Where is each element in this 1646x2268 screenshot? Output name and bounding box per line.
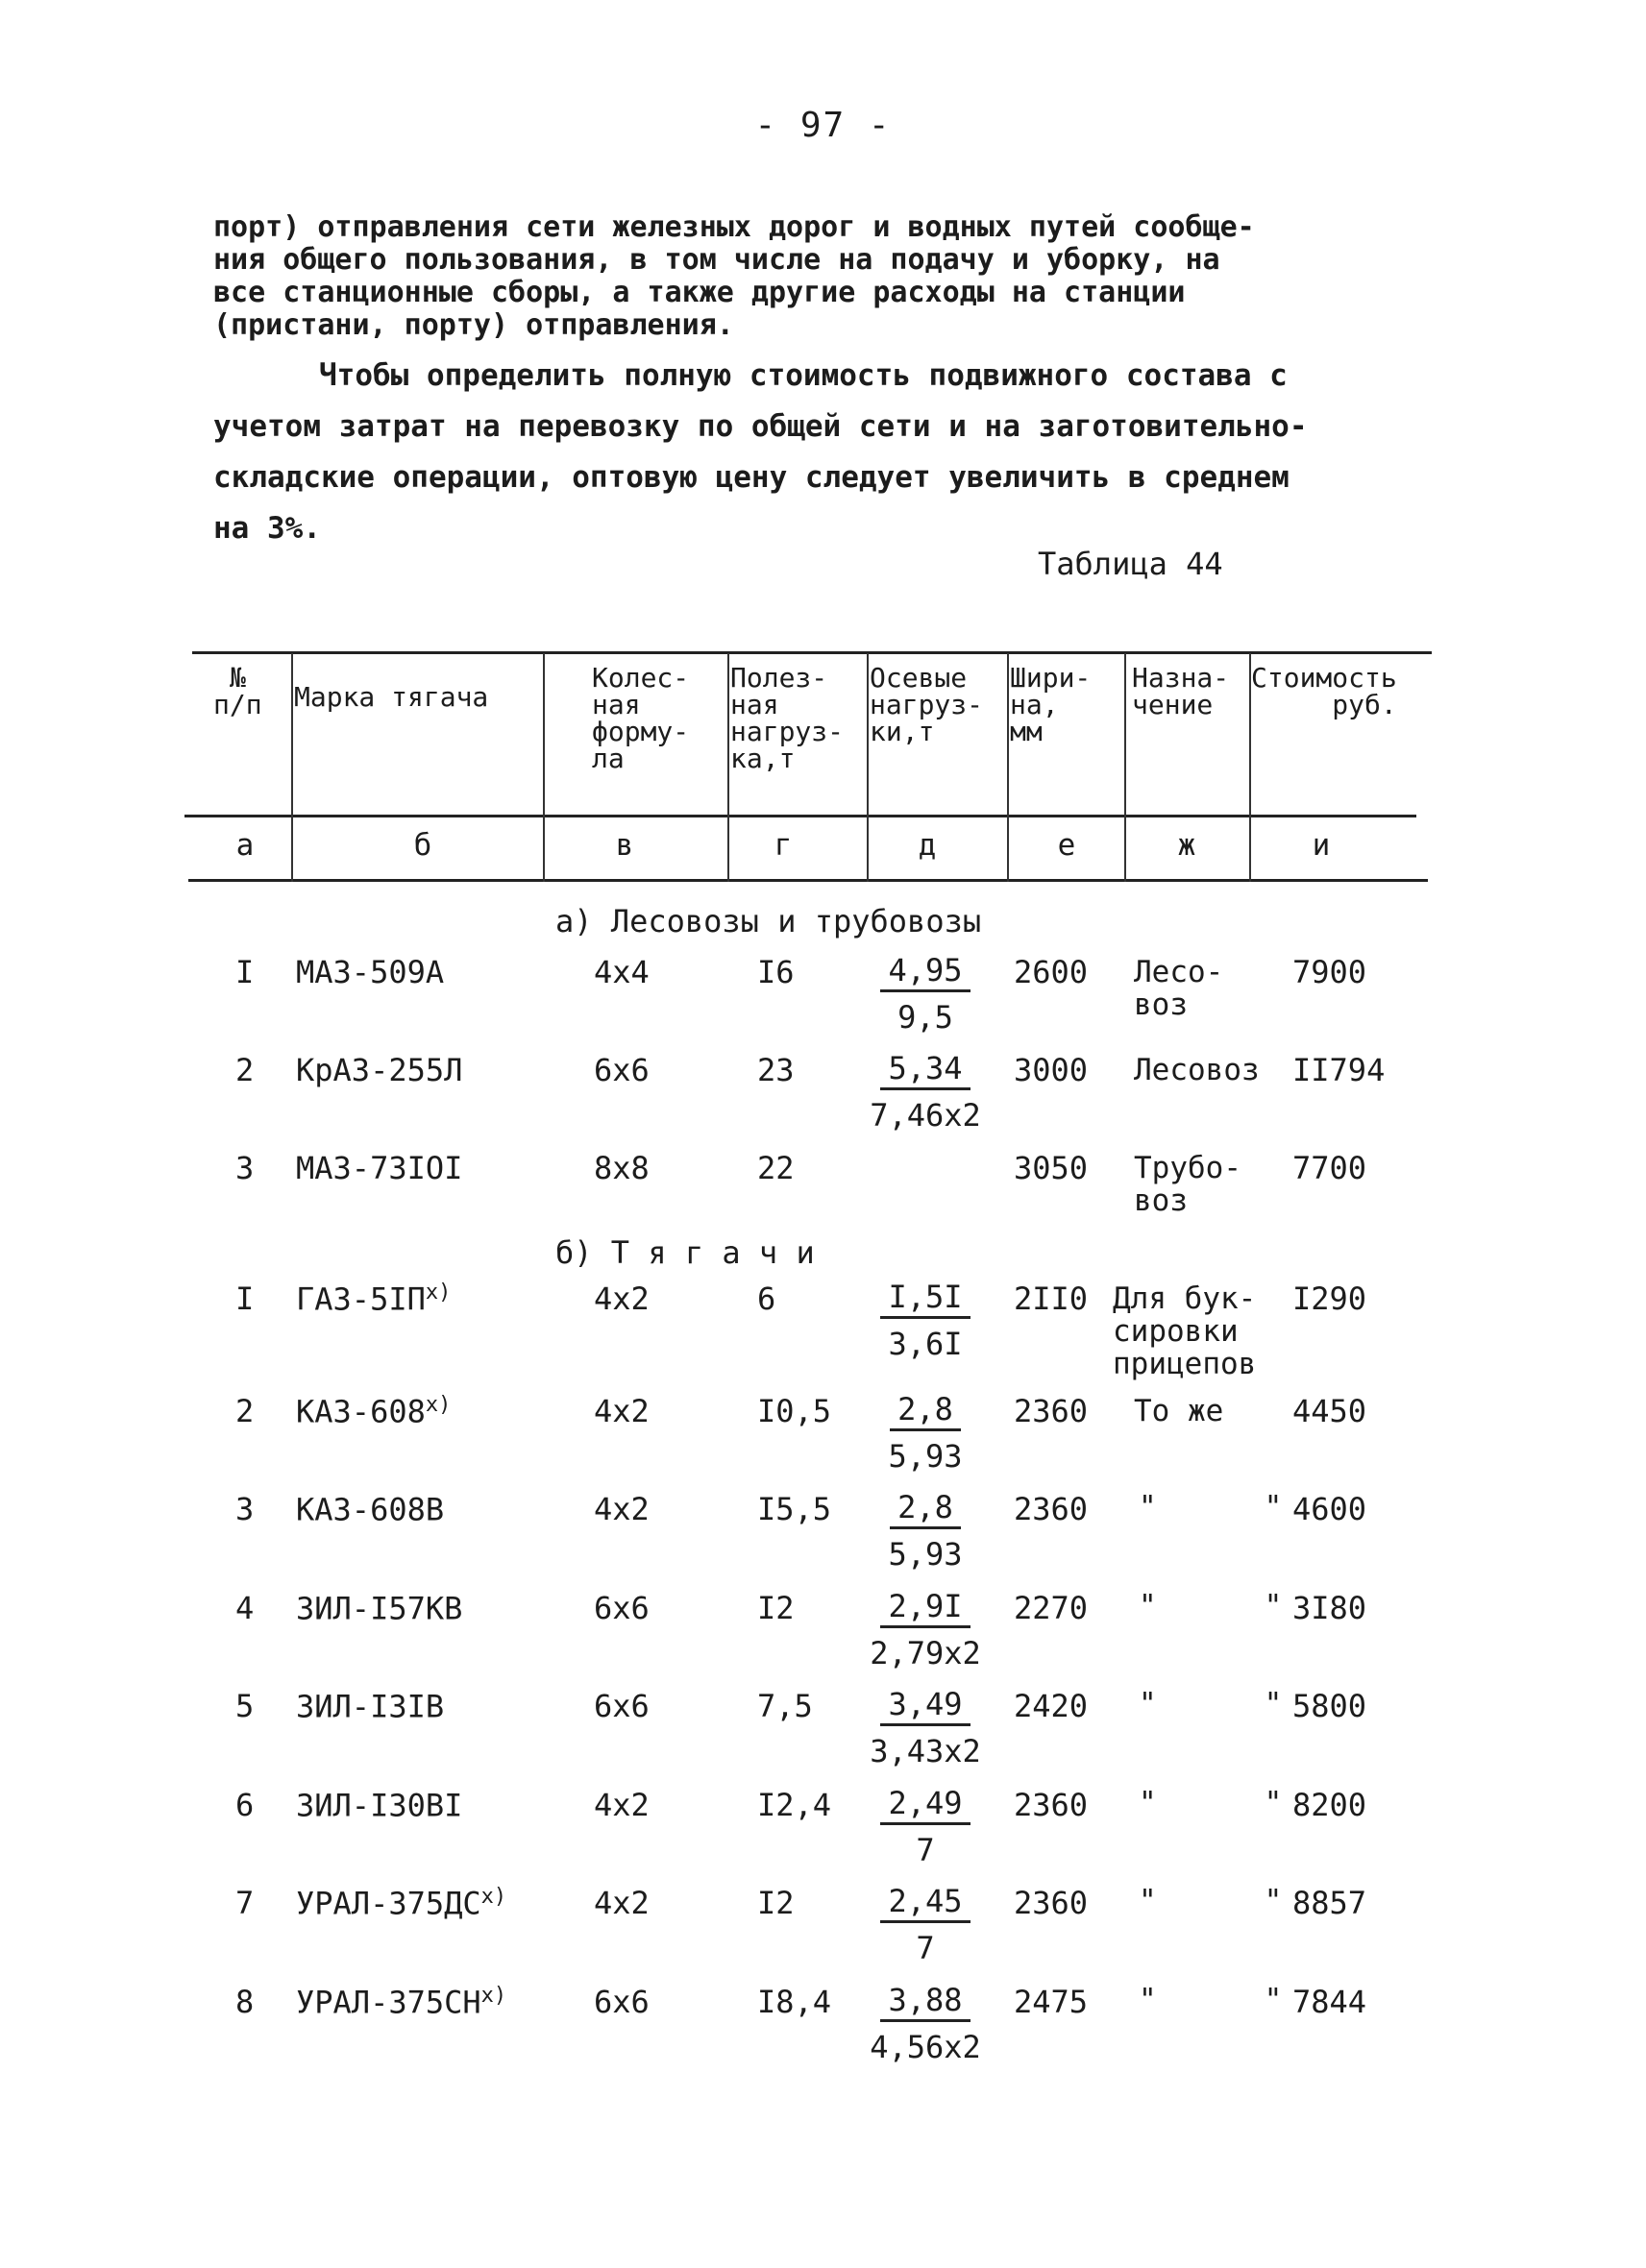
axle-load-rear: 3,6I: [888, 1326, 963, 1362]
row-payload: I5,5: [757, 1491, 832, 1527]
row-purpose: Лесовоз: [1134, 1053, 1260, 1087]
row-number: 3: [235, 1491, 255, 1527]
axle-load-rear: 7,46x2: [870, 1097, 981, 1134]
paragraph-line: порт) отправления сети железных дорог и водных путей сообще-: [213, 210, 1255, 244]
row-cost: 3I80: [1292, 1590, 1367, 1626]
row-purpose: " ": [1139, 1983, 1283, 2017]
column-divider: [1007, 653, 1009, 882]
row-number: 3: [235, 1150, 255, 1186]
paragraph-line: учетом затрат на перевозку по общей сети и на заготовительно-: [213, 409, 1308, 444]
row-number: 7: [235, 1885, 255, 1921]
row-purpose: Для бук- сировки прицепов: [1113, 1281, 1257, 1381]
row-wheel-formula: 6x6: [594, 1984, 650, 2020]
row-number: 4: [235, 1590, 255, 1626]
row-axle-load: [853, 1981, 997, 2066]
column-letter: ж: [1177, 828, 1196, 863]
row-axle-load: [853, 1685, 997, 1770]
row-cost: 4450: [1292, 1393, 1367, 1429]
row-purpose: " ": [1139, 1884, 1283, 1918]
row-axle-load: [853, 951, 997, 1036]
axle-load-front: 2,45: [880, 1882, 970, 1923]
page-number: - 97 -: [754, 106, 892, 145]
column-letter: и: [1312, 828, 1331, 863]
column-letter: д: [918, 828, 937, 863]
axle-load-rear: 5,93: [888, 1438, 963, 1475]
row-cost: 8200: [1292, 1787, 1367, 1823]
row-number: 2: [235, 1393, 255, 1429]
row-wheel-formula: 4x2: [594, 1885, 650, 1921]
row-cost: I290: [1292, 1280, 1367, 1317]
row-payload: 22: [757, 1150, 795, 1186]
row-width: 2270: [1014, 1590, 1089, 1626]
header-number: № п/п: [213, 662, 262, 720]
paragraph-line: все станционные сборы, а также другие расходы на станции: [213, 276, 1186, 309]
axle-load-rear: 5,93: [888, 1536, 963, 1573]
row-wheel-formula: 4x2: [594, 1491, 650, 1527]
axle-load-rear: 7: [916, 1832, 935, 1868]
paragraph-line: (пристани, порту) отправления.: [213, 308, 734, 342]
column-letter: г: [774, 828, 793, 863]
axle-load-front: 5,34: [880, 1049, 970, 1090]
axle-load-front: I,5I: [880, 1278, 970, 1319]
axle-load-rear: 4,56x2: [870, 2029, 981, 2065]
row-width: 2360: [1014, 1393, 1089, 1429]
row-number: 2: [235, 1052, 255, 1088]
row-width: 3050: [1014, 1150, 1089, 1186]
row-axle-load: [853, 1882, 997, 1967]
paragraph-line: ния общего пользования, в том числе на подачу и уборку, на: [213, 243, 1220, 277]
row-width: 2600: [1014, 954, 1089, 990]
row-cost: 4600: [1292, 1491, 1367, 1527]
header-wheel-formula: Колес- ная форму- ла: [592, 662, 690, 774]
axle-load-front: 2,8: [890, 1488, 961, 1529]
header-payload: Полез- ная нагруз- ка,т: [730, 662, 845, 774]
row-width: 2360: [1014, 1491, 1089, 1527]
row-axle-load: [853, 1488, 997, 1573]
row-payload: I8,4: [757, 1984, 832, 2020]
row-width: 2420: [1014, 1688, 1089, 1724]
header-width: Шири- на, мм: [1010, 662, 1092, 747]
table-caption: Таблица 44: [1038, 546, 1223, 582]
row-cost: 8857: [1292, 1885, 1367, 1921]
row-mark: КрАЗ-255Л: [296, 1052, 463, 1088]
table-header-rule: [184, 815, 1416, 817]
axle-load-front: 2,9I: [880, 1587, 970, 1628]
section-heading-a: а) Лесовозы и трубовозы: [555, 903, 982, 939]
column-divider: [291, 653, 293, 882]
row-wheel-formula: 6x6: [594, 1052, 650, 1088]
row-wheel-formula: 4x2: [594, 1787, 650, 1823]
column-letter: б: [413, 828, 432, 863]
paragraph-line: на 3%.: [213, 511, 321, 546]
row-width: 3000: [1014, 1052, 1089, 1088]
axle-load-front: 3,88: [880, 1981, 970, 2022]
row-wheel-formula: 4x2: [594, 1393, 650, 1429]
row-purpose: То же: [1134, 1394, 1224, 1428]
row-width: 2II0: [1014, 1280, 1089, 1317]
row-axle-load: [853, 1049, 997, 1134]
row-payload: I2: [757, 1885, 795, 1921]
paragraph-continuation: [213, 211, 1443, 342]
header-purpose: Назна- чение: [1132, 662, 1230, 720]
axle-load-front: 4,95: [880, 951, 970, 992]
row-payload: 23: [757, 1052, 795, 1088]
row-axle-load: [853, 1587, 997, 1672]
axle-load-front: 2,49: [880, 1784, 970, 1825]
row-width: 2475: [1014, 1984, 1089, 2020]
row-payload: I0,5: [757, 1393, 832, 1429]
column-letter: а: [235, 828, 255, 863]
column-letter: в: [615, 828, 634, 863]
header-cost: Стоимость руб.: [1251, 662, 1397, 720]
row-mark: ГАЗ-5IП$^{x)}$: [296, 1280, 452, 1318]
row-number: 5: [235, 1688, 255, 1724]
row-wheel-formula: 6x6: [594, 1688, 650, 1724]
axle-load-rear: 9,5: [897, 999, 953, 1036]
axle-load-front: 2,8: [890, 1390, 961, 1431]
row-payload: I6: [757, 954, 795, 990]
row-purpose: Лесо- воз: [1134, 955, 1224, 1022]
row-mark: МАЗ-73IOI: [296, 1150, 463, 1186]
column-divider: [1124, 653, 1126, 882]
row-wheel-formula: 8x8: [594, 1150, 650, 1186]
row-purpose: Трубо- воз: [1134, 1151, 1241, 1218]
row-wheel-formula: 4x4: [594, 954, 650, 990]
column-letter: е: [1057, 828, 1076, 863]
axle-load-rear: 7: [916, 1930, 935, 1966]
row-purpose: " ": [1139, 1687, 1283, 1721]
row-number: I: [235, 954, 255, 990]
paragraph-cost: [213, 351, 1453, 554]
header-mark: Марка тягача: [294, 681, 489, 713]
row-purpose: " ": [1139, 1490, 1283, 1524]
row-axle-load: [853, 1390, 997, 1475]
row-axle-load: [853, 1278, 997, 1363]
row-cost: II794: [1292, 1052, 1386, 1088]
row-number: 8: [235, 1984, 255, 2020]
header-axle-load: Осевые нагруз- ки,т: [870, 662, 984, 747]
axle-load-rear: 2,79x2: [870, 1635, 981, 1671]
row-cost: 7900: [1292, 954, 1367, 990]
column-divider: [543, 653, 545, 882]
table-letters-rule: [188, 879, 1428, 882]
row-purpose: " ": [1139, 1786, 1283, 1820]
row-payload: 6: [757, 1280, 776, 1317]
row-cost: 7700: [1292, 1150, 1367, 1186]
row-mark: КАЗ-608В: [296, 1491, 445, 1528]
column-divider: [867, 653, 869, 882]
row-mark: ЗИЛ-I30ВI: [296, 1787, 463, 1824]
row-payload: I2: [757, 1590, 795, 1626]
axle-load-front: 3,49: [880, 1685, 970, 1726]
column-divider: [727, 653, 729, 882]
row-number: I: [235, 1280, 255, 1317]
row-mark: ЗИЛ-I3IВ: [296, 1688, 445, 1725]
row-payload: 7,5: [757, 1688, 813, 1724]
row-purpose: " ": [1139, 1589, 1283, 1623]
row-cost: 5800: [1292, 1688, 1367, 1724]
table-top-rule: [192, 651, 1432, 654]
row-cost: 7844: [1292, 1984, 1367, 2020]
row-axle-load: [853, 1784, 997, 1869]
row-mark: ЗИЛ-I57КВ: [296, 1590, 463, 1627]
row-width: 2360: [1014, 1885, 1089, 1921]
row-mark: УРАЛ-375ДС$^{x)}$: [296, 1885, 507, 1922]
row-mark: МАЗ-509А: [296, 954, 445, 990]
row-payload: I2,4: [757, 1787, 832, 1823]
section-heading-b: б) Т я г а ч и: [555, 1234, 815, 1271]
row-number: 6: [235, 1787, 255, 1823]
row-wheel-formula: 6x6: [594, 1590, 650, 1626]
row-wheel-formula: 4x2: [594, 1280, 650, 1317]
row-mark: УРАЛ-375СН$^{x)}$: [296, 1984, 507, 2021]
row-width: 2360: [1014, 1787, 1089, 1823]
row-mark: КАЗ-608$^{x)}$: [296, 1393, 452, 1430]
axle-load-rear: 3,43x2: [870, 1733, 981, 1769]
paragraph-line: складские операции, оптовую цену следует увеличить в среднем: [213, 460, 1290, 495]
paragraph-line: Чтобы определить полную стоимость подвижного состава с: [319, 358, 1288, 393]
